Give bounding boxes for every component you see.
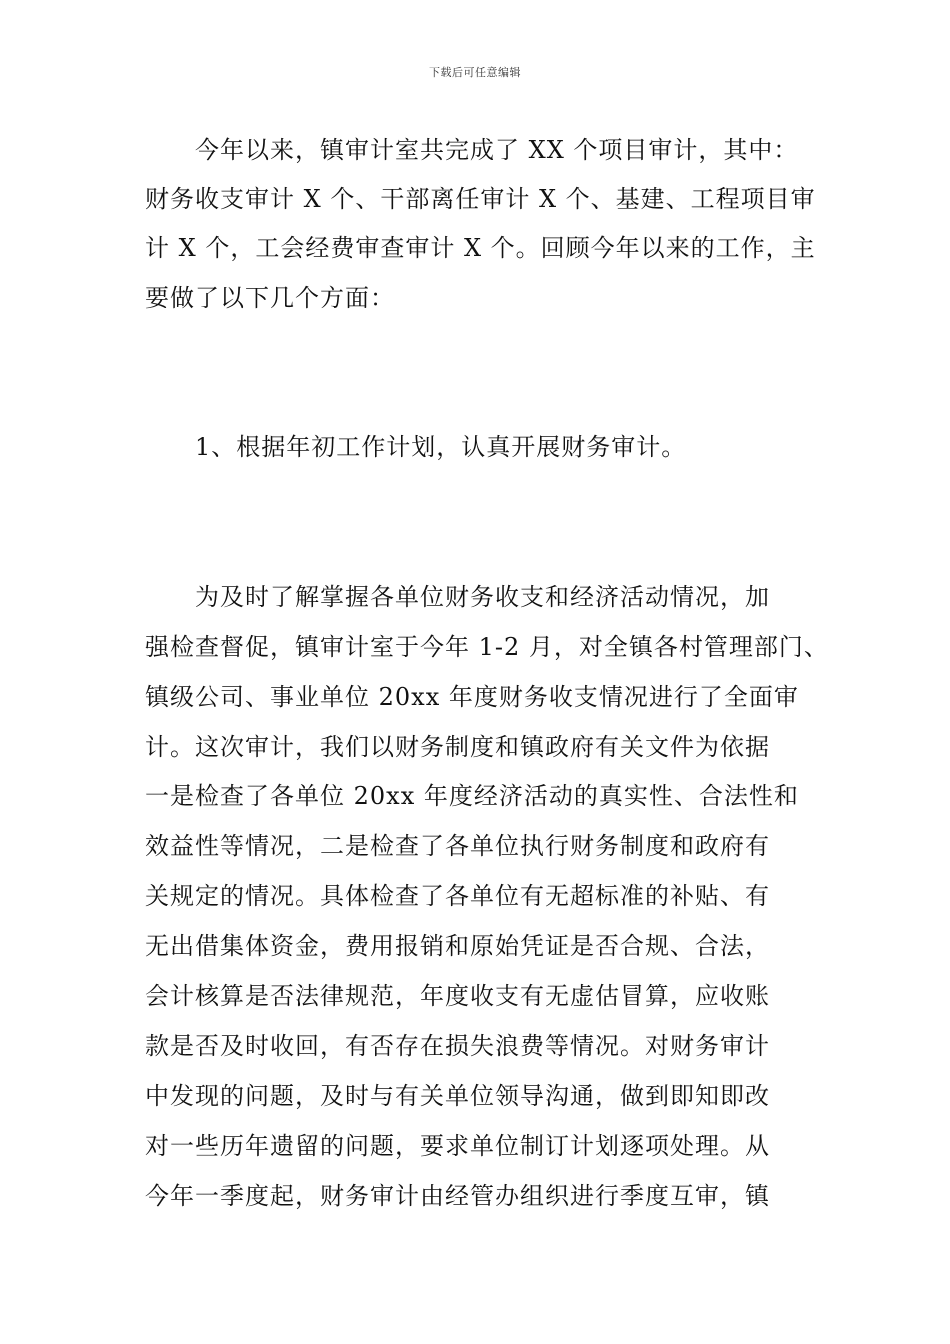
paragraph-3-line-12: 对一些历年遗留的问题，要求单位制订计划逐项处理。从 [145, 1132, 770, 1160]
paragraph-3-line-9: 会计核算是否法律规范，年度收支有无虚估冒算，应收账 [145, 982, 770, 1010]
section-heading-1: 1、根据年初工作计划，认真开展财务审计。 [195, 433, 687, 461]
paragraph-3-line-5: 一是检查了各单位 20xx 年度经济活动的真实性、合法性和 [145, 782, 799, 810]
paragraph-3-line-2: 强检查督促，镇审计室于今年 1-2 月，对全镇各村管理部门、 [145, 633, 829, 661]
paragraph-3-line-13: 今年一季度起，财务审计由经管办组织进行季度互审，镇 [145, 1182, 770, 1210]
paragraph-3-line-1: 为及时了解掌握各单位财务收支和经济活动情况，加 [195, 583, 770, 611]
paragraph-3-line-3: 镇级公司、事业单位 20xx 年度财务收支情况进行了全面审 [145, 683, 799, 711]
paragraph-1-line-2: 财务收支审计 X 个、干部离任审计 X 个、基建、工程项目审 [145, 185, 816, 213]
page-header: 下载后可任意编辑 [429, 66, 521, 79]
paragraph-3-line-10: 款是否及时收回，有否存在损失浪费等情况。对财务审计 [145, 1032, 770, 1060]
paragraph-3-line-8: 无出借集体资金，费用报销和原始凭证是否合规、合法， [145, 932, 770, 960]
paragraph-1-line-1: 今年以来，镇审计室共完成了 XX 个项目审计，其中： [195, 136, 799, 164]
paragraph-3-line-6: 效益性等情况，二是检查了各单位执行财务制度和政府有 [145, 832, 770, 860]
paragraph-1-line-4: 要做了以下几个方面： [145, 284, 395, 312]
paragraph-3-line-11: 中发现的问题，及时与有关单位领导沟通，做到即知即改 [145, 1082, 770, 1110]
paragraph-3-line-4: 计。这次审计，我们以财务制度和镇政府有关文件为依据 [145, 733, 770, 761]
paragraph-1-line-3: 计 X 个，工会经费审查审计 X 个。回顾今年以来的工作，主 [145, 234, 816, 262]
paragraph-3-line-7: 关规定的情况。具体检查了各单位有无超标准的补贴、有 [145, 882, 770, 910]
